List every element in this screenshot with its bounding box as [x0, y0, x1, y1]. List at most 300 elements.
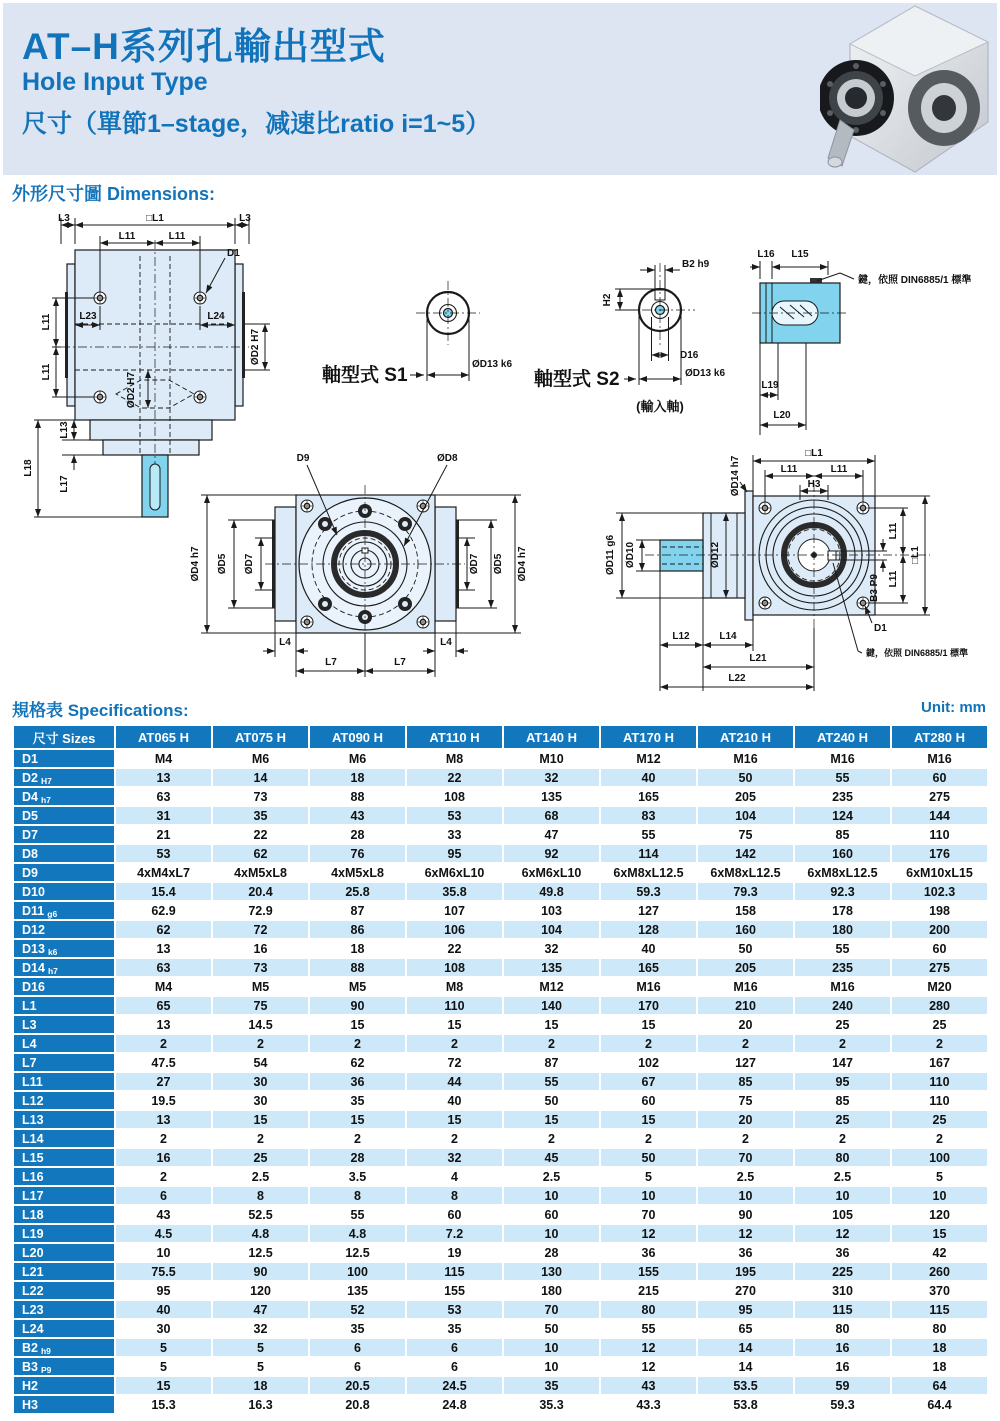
spec-row-L15: [14, 1149, 987, 1166]
dim-label-L1: □L1: [910, 546, 921, 564]
column-header-AT170-H: AT170 H: [601, 726, 696, 748]
spec-cell: M6: [310, 750, 405, 767]
spec-cell: 275: [892, 959, 987, 976]
spec-cell: 115: [795, 1301, 890, 1318]
dim-label-OD14: ØD14 h7: [730, 455, 741, 497]
spec-cell: 75.5: [116, 1263, 211, 1280]
spec-cell: 15: [407, 1016, 502, 1033]
table-header-row: [14, 726, 987, 748]
spec-cell: 142: [698, 845, 793, 862]
spec-cell: 10: [892, 1187, 987, 1204]
spec-cell: 25: [892, 1016, 987, 1033]
spec-cell: M5: [310, 978, 405, 995]
spec-cell: 18: [310, 940, 405, 957]
spec-cell: 25: [892, 1111, 987, 1128]
dim-label-L22: L22: [728, 673, 746, 684]
spec-cell: 15: [310, 1016, 405, 1033]
spec-cell: 6: [310, 1358, 405, 1375]
spec-cell: 2: [116, 1130, 211, 1147]
spec-cell: 53.8: [698, 1396, 793, 1413]
dim-label-L12: L12: [672, 631, 690, 642]
spec-row-D14: [14, 959, 987, 976]
spec-cell: 104: [504, 921, 599, 938]
spec-cell: M20: [892, 978, 987, 995]
spec-cell: 13: [116, 1016, 211, 1033]
spec-row-L23: [14, 1301, 987, 1318]
spec-cell: 36: [310, 1073, 405, 1090]
spec-row-L14: [14, 1130, 987, 1147]
spec-cell: 63: [116, 788, 211, 805]
spec-cell: 16: [116, 1149, 211, 1166]
dim-label-L1: □L1: [146, 213, 164, 224]
spec-cell: M8: [407, 978, 502, 995]
spec-cell: 6: [116, 1187, 211, 1204]
spec-cell: 370: [892, 1282, 987, 1299]
spec-cell: 110: [892, 1092, 987, 1109]
spec-cell: 105: [795, 1206, 890, 1223]
spec-cell: 14: [698, 1358, 793, 1375]
row-label: D16: [14, 978, 114, 995]
row-label: L21: [14, 1263, 114, 1280]
spec-cell: 12: [698, 1225, 793, 1242]
spec-cell: 2: [116, 1035, 211, 1052]
spec-row-B3: [14, 1358, 987, 1375]
spec-cell: 2.5: [698, 1168, 793, 1185]
spec-cell: 47: [213, 1301, 308, 1318]
row-label: D4 h7: [14, 788, 114, 805]
spec-cell: 2: [310, 1035, 405, 1052]
dim-label-L3: L3: [58, 213, 70, 224]
row-label: L22: [14, 1282, 114, 1299]
spec-cell: 205: [698, 788, 793, 805]
spec-cell: 28: [504, 1244, 599, 1261]
spec-cell: 35: [310, 1320, 405, 1337]
row-label: D7: [14, 826, 114, 843]
spec-cell: 6: [310, 1339, 405, 1356]
spec-cell: 147: [795, 1054, 890, 1071]
spec-cell: 160: [698, 921, 793, 938]
spec-cell: 55: [601, 826, 696, 843]
spec-cell: 43: [310, 807, 405, 824]
spec-cell: 178: [795, 902, 890, 919]
spec-row-D13: [14, 940, 987, 957]
dim-label-B2: B2 h9: [682, 259, 710, 270]
spec-cell: 158: [698, 902, 793, 919]
spec-cell: 95: [407, 845, 502, 862]
spec-cell: 59.3: [601, 883, 696, 900]
spec-cell: 68: [504, 807, 599, 824]
spec-cell: 64.4: [892, 1396, 987, 1413]
spec-cell: 25: [213, 1149, 308, 1166]
row-label: D10: [14, 883, 114, 900]
spec-cell: 103: [504, 902, 599, 919]
spec-cell: M16: [698, 978, 793, 995]
row-label: L14: [14, 1130, 114, 1147]
unit-label: Unit: mm: [921, 699, 986, 716]
spec-cell: M16: [601, 978, 696, 995]
row-label: D11 g6: [14, 902, 114, 919]
spec-cell: 62.9: [116, 902, 211, 919]
spec-cell: 32: [504, 940, 599, 957]
dim-label-L1: □L1: [805, 448, 823, 459]
spec-cell: 50: [601, 1149, 696, 1166]
column-header-AT110-H: AT110 H: [407, 726, 502, 748]
dim-label-OD10: ØD10: [625, 541, 636, 569]
spec-cell: 62: [213, 845, 308, 862]
dim-label-L4: L4: [440, 637, 452, 648]
spec-cell: 135: [310, 1282, 405, 1299]
spec-cell: 2: [892, 1035, 987, 1052]
row-label: D2 H7: [14, 769, 114, 786]
spec-cell: 10: [504, 1339, 599, 1356]
spec-row-L19: [14, 1225, 987, 1242]
spec-cell: 104: [698, 807, 793, 824]
spec-cell: 18: [213, 1377, 308, 1394]
spec-cell: 6xM6xL10: [504, 864, 599, 881]
spec-cell: 19.5: [116, 1092, 211, 1109]
spec-row-D4: [14, 788, 987, 805]
spec-cell: 6xM8xL12.5: [601, 864, 696, 881]
spec-cell: 127: [698, 1054, 793, 1071]
row-label: D14 h7: [14, 959, 114, 976]
spec-cell: 70: [504, 1301, 599, 1318]
spec-row-D12: [14, 921, 987, 938]
spec-cell: 72.9: [213, 902, 308, 919]
spec-cell: 24.5: [407, 1377, 502, 1394]
dim-label-OD4: ØD4 h7: [190, 546, 201, 582]
spec-cell: 106: [407, 921, 502, 938]
row-label: D9: [14, 864, 114, 881]
column-header-AT065-H: AT065 H: [116, 726, 211, 748]
spec-cell: M16: [795, 750, 890, 767]
dim-label-OD13: ØD13 k6: [685, 368, 726, 379]
spec-cell: 55: [795, 769, 890, 786]
spec-cell: 59: [795, 1377, 890, 1394]
spec-cell: 35: [504, 1377, 599, 1394]
dim-label-D9: D9: [296, 453, 310, 464]
column-header-AT210-H: AT210 H: [698, 726, 793, 748]
dim-label-L11: L11: [41, 313, 52, 331]
spec-cell: 85: [795, 826, 890, 843]
spec-cell: 2: [310, 1130, 405, 1147]
dim-label-L11: L11: [830, 464, 848, 475]
row-label: L16: [14, 1168, 114, 1185]
row-label: L19: [14, 1225, 114, 1242]
spec-cell: 75: [213, 997, 308, 1014]
spec-cell: 95: [116, 1282, 211, 1299]
spec-cell: 32: [213, 1320, 308, 1337]
spec-cell: 180: [795, 921, 890, 938]
spec-cell: 2.5: [504, 1168, 599, 1185]
dim-label-L11: L11: [888, 570, 899, 588]
spec-row-L12: [14, 1092, 987, 1109]
spec-cell: 15: [601, 1016, 696, 1033]
spec-cell: 87: [310, 902, 405, 919]
spec-cell: 15: [504, 1016, 599, 1033]
spec-cell: 6xM10xL15: [892, 864, 987, 881]
spec-cell: 20: [698, 1111, 793, 1128]
spec-cell: 4: [407, 1168, 502, 1185]
spec-cell: 40: [601, 769, 696, 786]
spec-cell: 13: [116, 940, 211, 957]
key-standard-note: 鍵，依照 DIN6885/1 標準: [866, 648, 969, 658]
spec-cell: 2: [407, 1130, 502, 1147]
spec-cell: 30: [116, 1320, 211, 1337]
spec-row-L4: [14, 1035, 987, 1052]
spec-cell: 30: [213, 1073, 308, 1090]
dim-label-L11: L11: [888, 522, 899, 540]
spec-cell: 155: [601, 1263, 696, 1280]
spec-cell: 15.4: [116, 883, 211, 900]
column-header-AT090-H: AT090 H: [310, 726, 405, 748]
spec-cell: 12: [601, 1339, 696, 1356]
spec-cell: 5: [601, 1168, 696, 1185]
spec-row-D1: [14, 750, 987, 767]
spec-cell: 43.3: [601, 1396, 696, 1413]
spec-cell: 128: [601, 921, 696, 938]
spec-cell: 8: [213, 1187, 308, 1204]
spec-cell: 5: [213, 1339, 308, 1356]
spec-cell: 76: [310, 845, 405, 862]
spec-cell: 2: [795, 1035, 890, 1052]
spec-cell: 2: [504, 1130, 599, 1147]
spec-cell: 2: [601, 1130, 696, 1147]
spec-cell: 35.3: [504, 1396, 599, 1413]
dim-label-OD4: ØD4 h7: [517, 546, 528, 582]
spec-cell: 127: [601, 902, 696, 919]
spec-row-D5: [14, 807, 987, 824]
spec-cell: 65: [698, 1320, 793, 1337]
spec-cell: 10: [504, 1187, 599, 1204]
dim-label-L18: L18: [23, 459, 34, 477]
page-title: AT–H系列孔輸出型式: [22, 26, 386, 67]
spec-cell: 55: [310, 1206, 405, 1223]
spec-cell: 2: [795, 1130, 890, 1147]
row-label: L17: [14, 1187, 114, 1204]
spec-cell: 200: [892, 921, 987, 938]
spec-cell: 64: [892, 1377, 987, 1394]
spec-cell: 65: [116, 997, 211, 1014]
row-label: L23: [14, 1301, 114, 1318]
dim-label-OD5: ØD5: [217, 553, 228, 575]
spec-cell: 2: [504, 1035, 599, 1052]
row-label: L1: [14, 997, 114, 1014]
row-label: H2: [14, 1377, 114, 1394]
spec-cell: M16: [892, 750, 987, 767]
dimensions-heading: 外形尺寸圖 Dimensions:: [12, 184, 216, 204]
spec-row-L13: [14, 1111, 987, 1128]
dim-label-OD8: ØD8: [437, 453, 458, 464]
spec-cell: 4xM5xL8: [213, 864, 308, 881]
dim-label-D1: D1: [874, 623, 887, 634]
spec-cell: 2: [698, 1130, 793, 1147]
spec-row-B2: [14, 1339, 987, 1356]
spec-cell: 240: [795, 997, 890, 1014]
spec-cell: 4.8: [310, 1225, 405, 1242]
spec-cell: 22: [407, 940, 502, 957]
spec-cell: 53: [407, 1301, 502, 1318]
dim-label-L11: L11: [41, 363, 52, 381]
spec-cell: 75: [698, 826, 793, 843]
spec-cell: 170: [601, 997, 696, 1014]
spec-cell: 90: [213, 1263, 308, 1280]
spec-cell: 20.5: [310, 1377, 405, 1394]
spec-cell: 16: [213, 940, 308, 957]
spec-cell: 40: [407, 1092, 502, 1109]
spec-cell: 60: [601, 1092, 696, 1109]
dim-label-OD13: ØD13 k6: [472, 359, 513, 370]
spec-cell: 15: [213, 1111, 308, 1128]
spec-cell: 165: [601, 959, 696, 976]
spec-cell: 195: [698, 1263, 793, 1280]
spec-cell: 102: [601, 1054, 696, 1071]
spec-cell: 43: [116, 1206, 211, 1223]
spec-cell: 85: [795, 1092, 890, 1109]
spec-cell: 43: [601, 1377, 696, 1394]
spec-cell: 275: [892, 788, 987, 805]
spec-cell: 165: [601, 788, 696, 805]
dim-label-L7: L7: [325, 657, 337, 668]
spec-cell: M10: [504, 750, 599, 767]
spec-cell: 4.8: [213, 1225, 308, 1242]
column-header-sizes: 尺寸 Sizes: [14, 726, 114, 748]
spec-cell: 21: [116, 826, 211, 843]
spec-cell: 6xM8xL12.5: [795, 864, 890, 881]
spec-cell: 83: [601, 807, 696, 824]
spec-cell: 63: [116, 959, 211, 976]
spec-cell: 10: [698, 1187, 793, 1204]
spec-cell: 60: [407, 1206, 502, 1223]
dim-label-OD7: ØD7: [469, 553, 480, 575]
spec-cell: M12: [504, 978, 599, 995]
spec-cell: 210: [698, 997, 793, 1014]
dim-label-OD2: ØD2 H7: [126, 371, 137, 409]
spec-cell: 40: [116, 1301, 211, 1318]
spec-cell: 60: [504, 1206, 599, 1223]
spec-cell: 52: [310, 1301, 405, 1318]
dim-label-B3: B3 P9: [869, 574, 880, 602]
spec-cell: 60: [892, 940, 987, 957]
key-standard-note: 鍵，依照 DIN6885/1 標準: [858, 275, 972, 286]
spec-cell: 80: [795, 1149, 890, 1166]
spec-row-H2: [14, 1377, 987, 1394]
spec-cell: 130: [504, 1263, 599, 1280]
spec-cell: 35.8: [407, 883, 502, 900]
spec-cell: M8: [407, 750, 502, 767]
spec-cell: 73: [213, 788, 308, 805]
spec-cell: 55: [795, 940, 890, 957]
spec-cell: 24.8: [407, 1396, 502, 1413]
spec-cell: 2.5: [795, 1168, 890, 1185]
spec-cell: 10: [504, 1358, 599, 1375]
spec-cell: 25.8: [310, 883, 405, 900]
spec-cell: 18: [310, 769, 405, 786]
spec-cell: 280: [892, 997, 987, 1014]
spec-cell: 215: [601, 1282, 696, 1299]
specifications-heading: 規格表 Specifications:: [12, 701, 189, 720]
spec-cell: 92: [504, 845, 599, 862]
spec-cell: 80: [795, 1320, 890, 1337]
dim-label-L17: L17: [59, 475, 70, 493]
spec-cell: 20.4: [213, 883, 308, 900]
spec-cell: M5: [213, 978, 308, 995]
column-header-AT140-H: AT140 H: [504, 726, 599, 748]
spec-cell: 4xM5xL8: [310, 864, 405, 881]
spec-cell: 110: [892, 1073, 987, 1090]
dim-label-L11: L11: [780, 464, 798, 475]
spec-cell: 260: [892, 1263, 987, 1280]
spec-cell: 40: [601, 940, 696, 957]
dim-label-L15: L15: [791, 249, 809, 260]
spec-cell: 167: [892, 1054, 987, 1071]
spec-cell: 144: [892, 807, 987, 824]
spec-cell: 5: [892, 1168, 987, 1185]
spec-cell: 25: [795, 1111, 890, 1128]
spec-cell: 176: [892, 845, 987, 862]
spec-cell: 107: [407, 902, 502, 919]
spec-cell: 28: [310, 1149, 405, 1166]
spec-cell: 180: [504, 1282, 599, 1299]
dim-label-D1: D1: [227, 248, 240, 259]
spec-cell: 120: [892, 1206, 987, 1223]
spec-cell: 2: [601, 1035, 696, 1052]
spec-cell: 28: [310, 826, 405, 843]
column-header-AT280-H: AT280 H: [892, 726, 987, 748]
dim-label-L24: L24: [207, 311, 225, 322]
spec-cell: 2: [698, 1035, 793, 1052]
spec-cell: 114: [601, 845, 696, 862]
row-label: L11: [14, 1073, 114, 1090]
spec-cell: 87: [504, 1054, 599, 1071]
shaft-type-s1-drawing: [320, 275, 520, 405]
spec-cell: 135: [504, 959, 599, 976]
row-label: H3: [14, 1396, 114, 1413]
specifications-table-wrap: [12, 724, 988, 1415]
spec-cell: 14.5: [213, 1016, 308, 1033]
spec-cell: 3.5: [310, 1168, 405, 1185]
spec-cell: 8: [310, 1187, 405, 1204]
spec-cell: 10: [601, 1187, 696, 1204]
spec-cell: 62: [310, 1054, 405, 1071]
column-header-AT075-H: AT075 H: [213, 726, 308, 748]
gearbox-render: [820, 6, 988, 172]
spec-cell: 90: [310, 997, 405, 1014]
spec-cell: 31: [116, 807, 211, 824]
spec-cell: 2: [213, 1035, 308, 1052]
spec-row-L7: [14, 1054, 987, 1071]
spec-cell: 155: [407, 1282, 502, 1299]
spec-cell: 225: [795, 1263, 890, 1280]
spec-cell: 55: [504, 1073, 599, 1090]
side-view-drawing: [600, 443, 1000, 695]
spec-cell: 2: [213, 1130, 308, 1147]
dim-label-L3: L3: [239, 213, 251, 224]
dim-label-H3: H3: [807, 479, 821, 490]
spec-cell: 53: [116, 845, 211, 862]
spec-cell: 72: [407, 1054, 502, 1071]
spec-cell: 50: [504, 1320, 599, 1337]
spec-row-L18: [14, 1206, 987, 1223]
row-label: B3 P9: [14, 1358, 114, 1375]
spec-cell: 100: [310, 1263, 405, 1280]
spec-cell: 12.5: [310, 1244, 405, 1261]
row-label: B2 h9: [14, 1339, 114, 1356]
spec-cell: 18: [892, 1358, 987, 1375]
spec-cell: 18: [892, 1339, 987, 1356]
spec-cell: 15: [407, 1111, 502, 1128]
spec-cell: 70: [601, 1206, 696, 1223]
spec-cell: 10: [116, 1244, 211, 1261]
